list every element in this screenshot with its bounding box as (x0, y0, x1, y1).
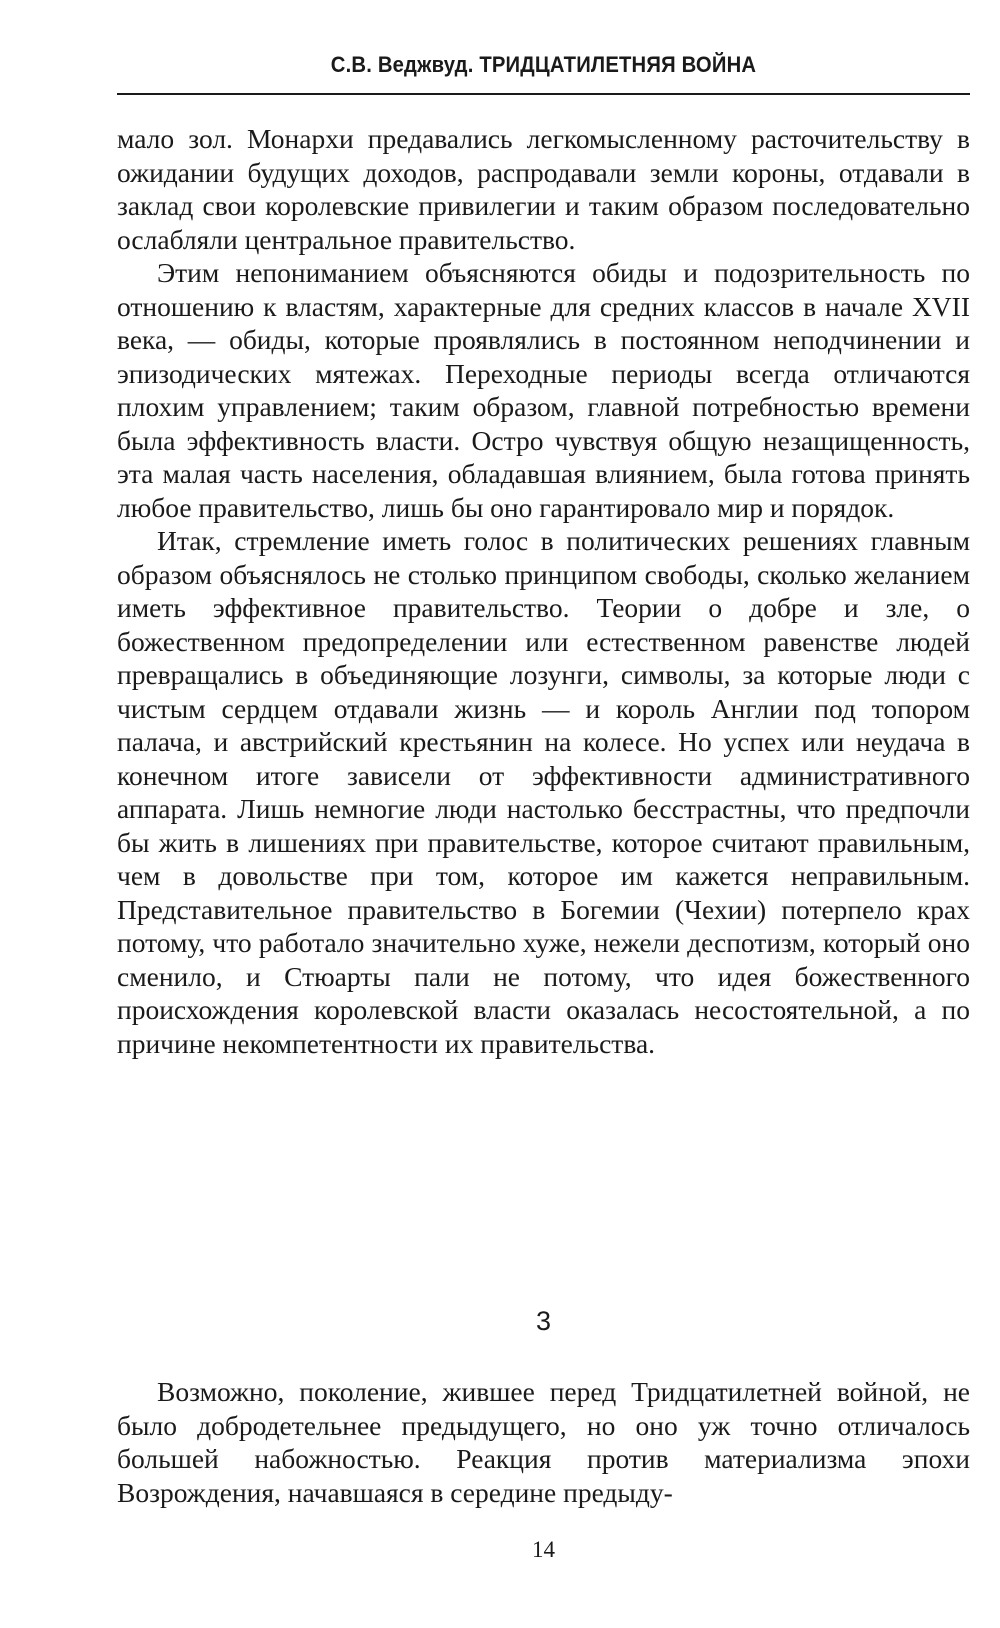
paragraph: Возможно, поколение, жившее перед Тридцатилетней войной, не было добродетельнее предыдущего, но оно уж точно отличалось большей набожностью. Реакция против материализма эпохи Возрождения, начавшаяся в середине предыду- (117, 1376, 970, 1508)
section-number: 3 (535, 1306, 552, 1336)
paragraph-continued: мало зол. Монархи предавались легкомысленному расточительству в ожидании будущих доходов, распродавали земли короны, отдавали в заклад свои королевские привилегии и таким образом последовательно ослабляли центральное правительство. (117, 123, 970, 255)
running-head: С.В. Веджвуд. ТРИДЦАТИЛЕТНЯЯ ВОЙНА (330, 52, 757, 77)
body-text-block (117, 122, 970, 1060)
paragraph: Этим непониманием объясняются обиды и подозрительность по отношению к властям, характерные для средних классов в начале XVII века, — обиды, которые проявлялись в постоянном неподчинении и эпизодических мятежах. Переходные периоды всегда отличаются плохим управлением; таким образом, главной потребностью времени была эффективность власти. Остро чувствуя общую незащищенность, эта малая часть населения, обладавшая влиянием, была готова принять любое правительство, лишь бы оно гарантировало мир и порядок. (117, 257, 970, 523)
paragraph: Итак, стремление иметь голос в политических решениях главным образом объяснялось не столько принципом свободы, сколько желанием иметь эффективное правительство. Теории о добре и зле, о божественном предопределении или естественном равенстве людей превращались в объединяющие лозунги, символы, за которые люди с чистым сердцем отдавали жизнь — и король Англии под топором палача, и австрийский крестьянин на колесе. Но успех или неудача в конечном итоге зависели от эффективности административного аппарата. Лишь немногие люди настолько бесстрастны, что предпочли бы жить в лишениях при правительстве, которое считают правильным, чем в довольстве при том, которое им кажется неправильным. Представительное правительство в Богемии (Чехии) потерпело крах потому, что работало значительно хуже, нежели деспотизм, который оно сменило, и Стюарты пали не потому, что идея божественного происхождения королевской власти оказалась несостоятельной, а по причине некомпетентности их правительства. (117, 525, 970, 1059)
page-number: 14 (532, 1537, 555, 1562)
header-rule (117, 93, 970, 95)
body-text-block-section (117, 1375, 970, 1509)
